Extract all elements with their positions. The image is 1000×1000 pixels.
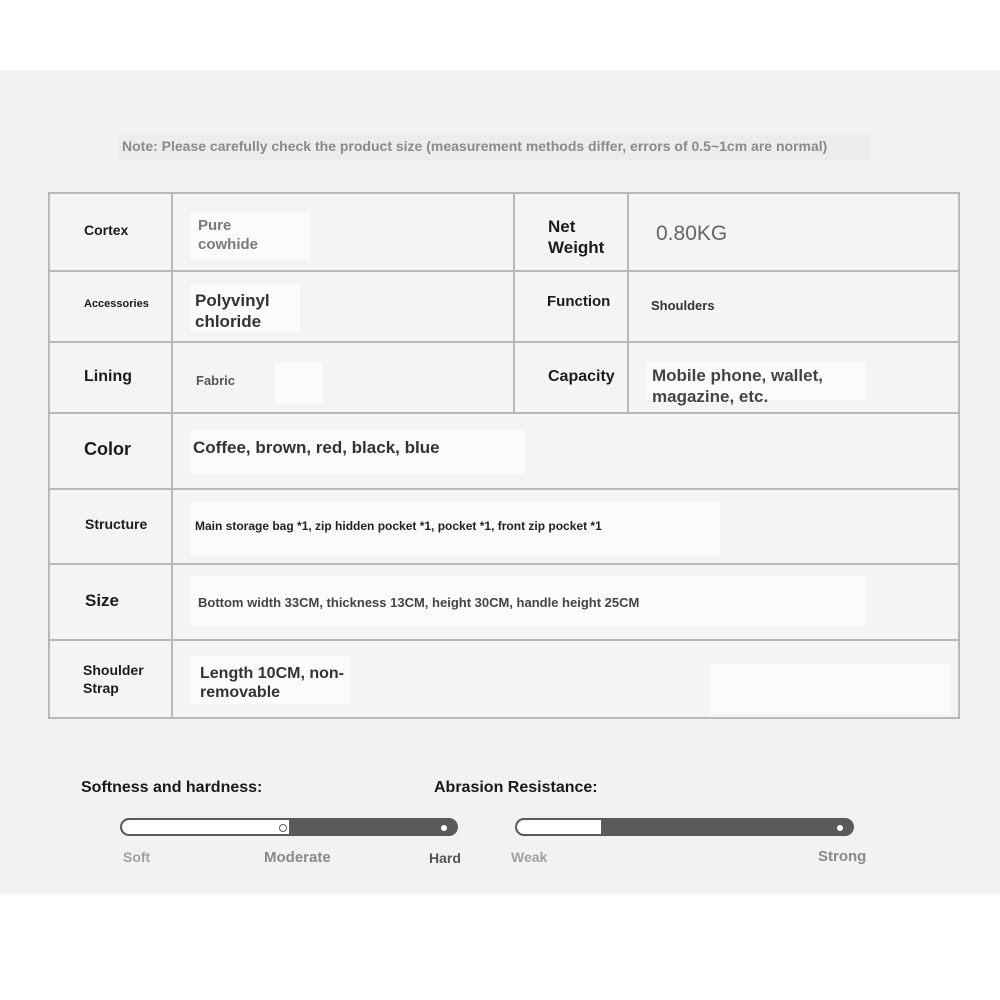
abrasion-level bbox=[517, 820, 601, 834]
softness-title: Softness and hardness: bbox=[81, 779, 263, 796]
abrasion-title: Abrasion Resistance: bbox=[434, 779, 598, 796]
structure-value: Main storage bag *1, zip hidden pocket *1, pocket *1, front zip pocket *1 bbox=[195, 519, 602, 533]
capacity-value: Mobile phone, wallet, magazine, etc. bbox=[652, 366, 823, 406]
function-label: Function bbox=[547, 293, 611, 310]
softness-label-soft: Soft bbox=[123, 849, 151, 865]
softness-marker bbox=[279, 824, 287, 832]
shoulder-strap-value: Length 10CM, non- removable bbox=[200, 665, 344, 701]
softness-end-marker bbox=[440, 824, 448, 832]
row-divider bbox=[50, 341, 958, 343]
cortex-label: Cortex bbox=[84, 222, 129, 238]
cortex-value: Pure cowhide bbox=[198, 217, 259, 253]
col-divider bbox=[627, 194, 629, 414]
function-value: Shoulders bbox=[651, 298, 715, 313]
softness-scale bbox=[120, 818, 458, 836]
row-divider bbox=[50, 488, 958, 490]
col-divider bbox=[171, 194, 173, 717]
color-value: Coffee, brown, red, black, blue bbox=[193, 438, 440, 457]
abrasion-scale bbox=[515, 818, 854, 836]
size-label: Size bbox=[85, 591, 120, 610]
structure-label: Structure bbox=[85, 516, 148, 532]
softness-label-moderate: Moderate bbox=[264, 849, 331, 866]
abrasion-label-strong: Strong bbox=[818, 848, 867, 865]
net-weight-label: Net Weight bbox=[548, 217, 605, 257]
accessories-value: Polyvinyl chloride bbox=[195, 291, 270, 331]
row-divider bbox=[50, 563, 958, 565]
shoulder-strap-label: Shoulder Strap bbox=[83, 662, 144, 696]
net-weight-value: 0.80KG bbox=[656, 222, 728, 245]
lining-label: Lining bbox=[84, 368, 132, 385]
capacity-label: Capacity bbox=[548, 368, 615, 385]
color-label: Color bbox=[84, 439, 131, 459]
size-note: Note: Please carefully check the product size (measurement methods differ, errors of 0.5~1cm are normal) bbox=[118, 134, 870, 160]
size-value: Bottom width 33CM, thickness 13CM, height 30CM, handle height 25CM bbox=[198, 595, 640, 610]
softness-label-hard: Hard bbox=[429, 850, 461, 866]
abrasion-end-marker bbox=[836, 824, 844, 832]
abrasion-label-weak: Weak bbox=[511, 849, 548, 865]
row-divider bbox=[50, 639, 958, 641]
spec-table bbox=[48, 192, 960, 719]
softness-level bbox=[122, 820, 289, 834]
col-divider bbox=[513, 194, 515, 414]
lining-value: Fabric bbox=[196, 373, 236, 388]
row-divider bbox=[50, 270, 958, 272]
row-divider bbox=[50, 412, 958, 414]
accessories-label: Accessories bbox=[84, 298, 149, 310]
